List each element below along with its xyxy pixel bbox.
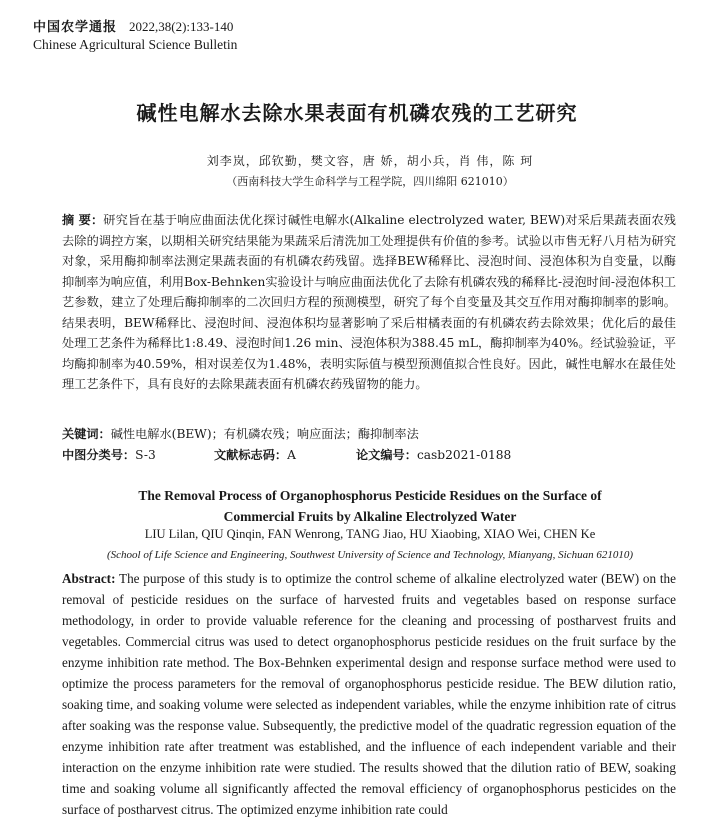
paper-title-cn: 碱性电解水去除水果表面有机磷农残的工艺研究 <box>136 101 578 125</box>
paper-number <box>356 445 511 466</box>
abstract-cn <box>62 210 676 395</box>
keywords-cn-label: 关键词： <box>62 427 111 441</box>
document-code <box>214 445 296 466</box>
affiliation-cn: （西南科技大学生命科学与工程学院，四川绵阳 621010） <box>226 175 514 188</box>
classification-row <box>62 445 676 465</box>
abstract-en <box>62 568 676 820</box>
clc-value: S-3 <box>135 448 156 462</box>
journal-header <box>33 16 233 35</box>
authors-cn: 刘李岚，邱钦勤，樊文容，唐 娇，胡小兵，肖 伟，陈 珂 <box>206 154 534 168</box>
authors-en: LIU Lilan, QIU Qinqin, FAN Wenrong, TANG Jiao, HU Xiaobing, XIAO Wei, CHEN Ke <box>144 527 596 541</box>
abstract-cn-label: 摘 要： <box>62 213 104 227</box>
clc-number <box>62 445 156 466</box>
paper-title-en-line1: The Removal Process of Organophosphorus Pesticide Residues on the Surface of <box>138 488 602 503</box>
doc-code-value: A <box>287 448 296 462</box>
abstract-en-text: The purpose of this study is to optimize the control scheme of alkaline electrolyzed water (BEW) on the removal of pesticide residues on the surface of harvested fruits and vegetables based on response surface methodology, in order to provide valuable reference for the cleaning and processing of postharvest fruits and vegetables. Commercial citrus was used to detect organophosphorus pesticide residues on the fruit surface by the enzyme inhibition rate method. The Box-Behnken experimental design and response surface method were used to optimize the process parameters for the removal of organophosphorus pesticide residue. The BEW dilution ratio, soaking time, and soaking volume were selected as independent variables, while the enzyme inhibition rate of citrus after soaking was the response value. Subsequently, the predictive model of the quadratic regression equation of the enzyme inhibition rate after treatment was established, and the influence of each independent variable and their interaction on the enzyme inhibition rate were studied. The results showed that the dilution ratio of BEW, soaking time and soaking volume all significantly affected the removal efficiency of organophosphorus pesticides on the surface of postharvest citrus. The optimized enzyme inhibition rate could <box>62 571 677 817</box>
paper-title-en <box>0 485 714 527</box>
journal-name-cn: 中国农学通报 <box>33 19 118 34</box>
keywords-cn <box>62 424 676 445</box>
paper-title-en-line2: Commercial Fruits by Alkaline Electrolyzed Water <box>223 509 517 524</box>
journal-citation: 2022,38(2):133-140 <box>129 19 234 34</box>
abstract-en-label: Abstract: <box>62 571 116 586</box>
clc-label: 中图分类号： <box>62 448 136 462</box>
keywords-cn-text: 碱性电解水(BEW)；有机磷农残；响应面法；酶抑制率法 <box>110 427 419 441</box>
affiliation-en: (School of Life Science and Engineering, Southwest University of Science and Technology, Mianyang, Sichuan 621010) <box>107 549 633 561</box>
paper-number-value: casb2021-0188 <box>416 448 512 462</box>
journal-name-en: Chinese Agricultural Science Bulletin <box>33 37 238 52</box>
paper-number-label: 论文编号： <box>356 448 417 462</box>
doc-code-label: 文献标志码： <box>214 448 288 462</box>
abstract-cn-text: 研究旨在基于响应曲面法优化探讨碱性电解水(Alkaline electrolyzed water, BEW)对采后果蔬表面农残去除的调控方案，以期相关研究结果能为果蔬采后清洗加工处理提供有价值的参考。试验以市售无籽八月桔为研究对象，采用酶抑制率法测定果蔬表面的有机磷农药残留。选择BEW稀释比、浸泡时间、浸泡体积为自变量，以酶抑制率为响应值，利用Box-Behnken实验设计与响应曲面法优化了去除有机磷农残的稀释比-浸泡时间-浸泡体积工艺参数，建立了处理后酶抑制率的二次回归方程的预测模型，研究了每个自变量及其交互作用对酶抑制率的影响。结果表明，BEW稀释比、浸泡时间、浸泡体积均显著影响了采后柑橘表面的有机磷农药去除效果；优化后的最佳处理工艺条件为稀释比1:8.49、浸泡时间1.26 min、浸泡体积为388.45 mL，酶抑制率为40%。经试验验证，平均酶抑制率为40.59%，相对误差仅为1.48%，表明实际值与模型预测值拟合性良好。因此，碱性电解水在最佳处理工艺条件下，具有良好的去除果蔬表面有机磷农药残留物的能力。 <box>62 213 676 391</box>
